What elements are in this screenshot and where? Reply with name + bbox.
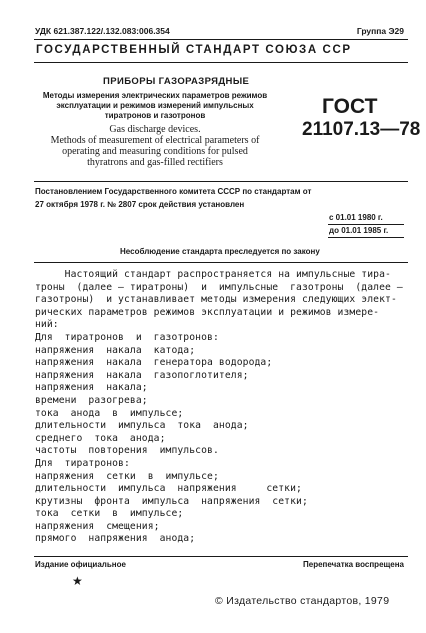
- title-en-line: Methods of measurement of electrical parameters of: [50, 135, 260, 146]
- body-line: крутизны фронта импульса напряжения сетки;: [35, 495, 308, 507]
- title-ru-sub: [40, 91, 270, 121]
- notice-rule: [34, 262, 408, 263]
- body-line: Для тиратронов и газотронов:: [35, 331, 219, 343]
- body-line: напряжения смещения;: [35, 520, 160, 532]
- body-line: Настоящий стандарт распространяется на импульсные тира-: [35, 269, 391, 280]
- body-line: ний:: [35, 319, 59, 331]
- title-ru-sub-line: тиратронов и газотронов: [104, 111, 206, 120]
- body-line: времени разогрева;: [35, 394, 148, 406]
- body-line: напряжения накала газопоглотителя;: [35, 369, 249, 381]
- validity-from-underline: [328, 224, 404, 225]
- body-line: длительности импульса тока анода;: [35, 420, 249, 432]
- title-en-line: Gas discharge devices.: [109, 124, 201, 135]
- top-rule: [34, 39, 408, 40]
- header-rule: [34, 62, 408, 63]
- official-edition: Издание официальное: [35, 560, 126, 569]
- body-line: прямого напряжения анода;: [35, 533, 196, 545]
- gost-number: 21107.13—78: [302, 119, 421, 140]
- body-line: рических параметров режимов эксплуатации и режимов измере-: [35, 306, 380, 318]
- star-icon: ★: [72, 574, 83, 588]
- body-line: тока сетки в импульсе;: [35, 508, 184, 520]
- body-line: напряжения накала катода;: [35, 344, 196, 356]
- gost-label: ГОСТ: [322, 95, 378, 118]
- body-line: Для тиратронов:: [35, 457, 130, 469]
- footer-rule: [34, 556, 408, 557]
- title-ru-sub-line: Методы измерения электрических параметров режимов: [42, 91, 268, 100]
- validity-to: до 01.01 1985 г.: [329, 226, 389, 235]
- decree-line-2: 27 октября 1978 г. № 2807 срок действия установлен: [35, 200, 245, 209]
- body-line: тока анода в импульсе;: [35, 407, 184, 419]
- validity-to-underline: [328, 237, 404, 238]
- body-line: частоты повторения импульсов.: [35, 445, 219, 457]
- body-line: длительности импульса напряжения сетки;: [35, 483, 302, 495]
- body-line: среднего тока анода;: [35, 432, 166, 444]
- title-en-line: operating and measuring conditions for pulsed: [62, 146, 248, 157]
- body-line: напряжения накала генератора водорода;: [35, 357, 273, 369]
- title-ru-sub-line: эксплуатации и режимов измерений импульсных: [56, 101, 254, 110]
- title-en: [40, 124, 270, 168]
- group-code: Группа Э29: [356, 26, 404, 36]
- body-line: напряжения накала;: [35, 382, 148, 394]
- body-text: [35, 269, 403, 546]
- udk-code: УДК 621.387.122/.132.083:006.354: [35, 26, 170, 36]
- title-en-line: thyratrons and gas-filled rectifiers: [87, 157, 223, 168]
- validity-from: с 01.01 1980 г.: [329, 213, 383, 222]
- title-ru-main: ПРИБОРЫ ГАЗОРАЗРЯДНЫЕ: [103, 76, 250, 87]
- body-line: напряжения сетки в импульсе;: [35, 470, 219, 482]
- title-rule: [34, 181, 408, 182]
- body-line: газотроны) и устанавливает методы измерения следующих элект-: [35, 294, 397, 306]
- notice: Несоблюдение стандарта преследуется по закону: [120, 247, 320, 256]
- reprint-prohibited: Перепечатка воспрещена: [303, 560, 404, 569]
- decree-line-1: Постановлением Государственного комитета СССР по стандартам от: [35, 187, 312, 196]
- copyright: © Издательство стандартов, 1979: [215, 595, 390, 607]
- body-line: троны (далее — тиратроны) и импульсные газотроны (далее —: [35, 281, 403, 293]
- state-standard-title: ГОСУДАРСТВЕННЫЙ СТАНДАРТ СОЮЗА ССР: [36, 44, 352, 56]
